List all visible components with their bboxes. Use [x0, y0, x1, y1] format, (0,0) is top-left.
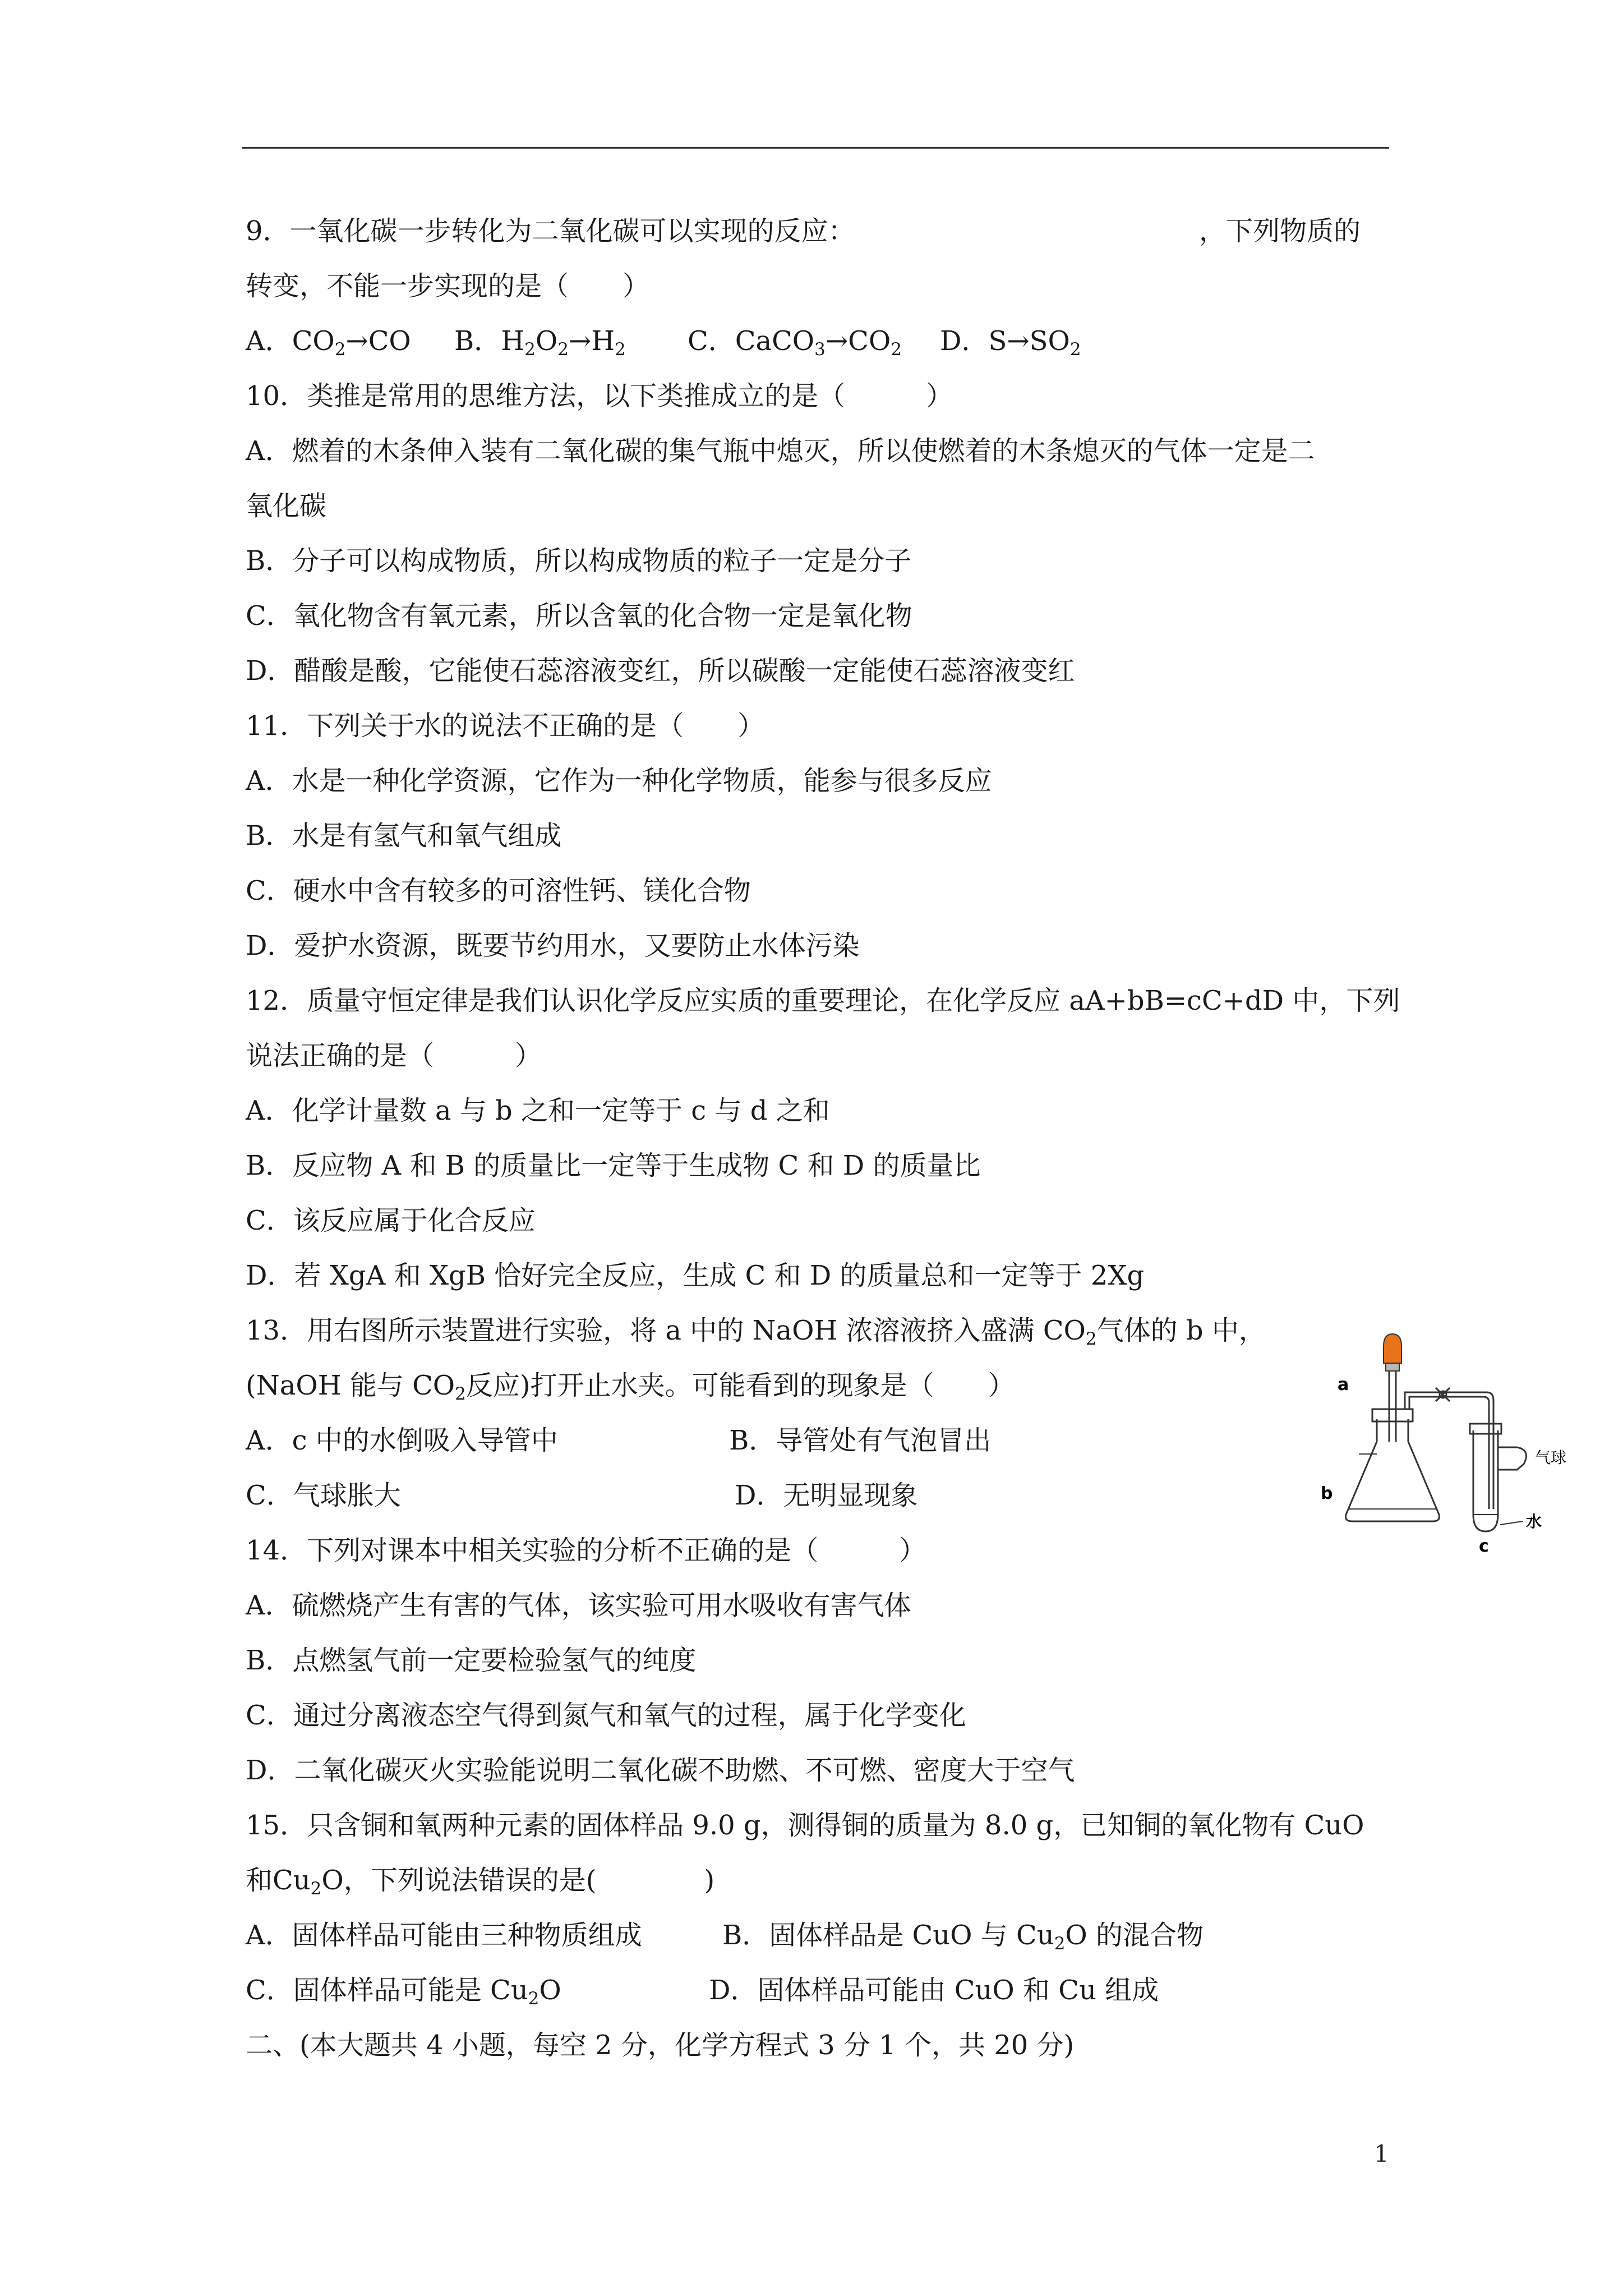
- q13-stem-line-1: 13．用右图所示装置进行实验，将 a 中的 NaOH 浓溶液挤入盛满 $CO_2$气体的 b 中，: [246, 1315, 1266, 1349]
- q12-option-d: D．若 XgA 和 XgB 恰好完全反应，生成 C 和 D 的质量总和一定等于 2Xg: [246, 1260, 1145, 1291]
- q9-stem-part-2: ，下列物质的: [1199, 215, 1361, 247]
- q10-option-d: D．醋酸是酸，它能使石蕊溶液变红，所以碳酸一定能使石蕊溶液变红: [246, 655, 1075, 687]
- label-water: 水: [1526, 1512, 1542, 1531]
- q13-option-b: B．导管处有气泡冒出: [729, 1425, 992, 1456]
- section-2-heading: 二、(本大题共 4 小题，每空 2 分，化学方程式 3 分 1 个，共 20 分): [246, 2030, 1075, 2061]
- q12-stem-line-1: 12．质量守恒定律是我们认识化学反应实质的重要理论，在化学反应 aA+bB=cC+dD 中，下列: [246, 985, 1400, 1016]
- q10-option-a-line-1: A．燃着的木条伸入装有二氧化碳的集气瓶中熄灭，所以使燃着的木条熄灭的气体一定是二: [246, 435, 1315, 467]
- q13-option-c: C．气球胀大: [246, 1480, 401, 1511]
- q14-option-a: A．硫燃烧产生有害的气体，该实验可用水吸收有害气体: [246, 1590, 911, 1621]
- q9-option-d: D．$S\to SO_2$: [940, 325, 1081, 360]
- q15-stem-line-2: 和$Cu_2O$，下列说法错误的是( ): [246, 1865, 715, 1899]
- q11-option-c: C．硬水中含有较多的可溶性钙、镁化合物: [246, 875, 751, 907]
- q10-stem: 10．类推是常用的思维方法，以下类推成立的是（ ）: [246, 380, 953, 412]
- q12-option-b: B．反应物 A 和 B 的质量比一定等于生成物 C 和 D 的质量比: [246, 1150, 981, 1181]
- q11-option-b: B．水是有氢气和氧气组成: [246, 820, 562, 852]
- q15-option-a: A．固体样品可能由三种物质组成: [246, 1920, 642, 1951]
- q15-option-b: B．固体样品是 CuO 与 $Cu_2O$ 的混合物: [722, 1920, 1204, 1954]
- q14-option-c: C．通过分离液态空气得到氮气和氧气的过程，属于化学变化: [246, 1700, 966, 1731]
- q12-stem-line-2: 说法正确的是（ ）: [246, 1040, 542, 1071]
- q11-option-d: D．爱护水资源，既要节约用水，又要防止水体污染: [246, 930, 860, 961]
- apparatus-diagram: [1315, 1329, 1579, 1554]
- q11-stem: 11．下列关于水的说法不正确的是（ ）: [246, 710, 765, 742]
- q9-option-c: C．$CaCO_3\to CO_2$: [688, 325, 902, 360]
- q15-option-c: C．固体样品可能是 $Cu_2O$: [246, 1975, 561, 2009]
- q10-option-c: C．氧化物含有氧元素，所以含氧的化合物一定是氧化物: [246, 600, 912, 632]
- q11-option-a: A．水是一种化学资源，它作为一种化学物质，能参与很多反应: [246, 765, 992, 797]
- q15-option-d: D．固体样品可能由 CuO 和 Cu 组成: [709, 1975, 1159, 2006]
- q9-stem-part-1: 9．一氧化碳一步转化为二氧化碳可以实现的反应：: [246, 215, 855, 247]
- q13-stem-line-2: (NaOH 能与 $CO_2$反应)打开止水夹。可能看到的现象是（ ）: [246, 1370, 1015, 1404]
- header-rule: [242, 147, 1389, 149]
- q10-option-b: B．分子可以构成物质，所以构成物质的粒子一定是分子: [246, 545, 912, 577]
- q9-option-b: B．$H_2O_2\to H_2$: [454, 325, 626, 360]
- label-b: b: [1321, 1484, 1333, 1503]
- q12-option-a: A．化学计量数 a 与 b 之和一定等于 c 与 d 之和: [246, 1095, 830, 1126]
- label-balloon: 气球: [1535, 1448, 1567, 1467]
- q9-option-a: A．$CO_2\to CO$: [246, 325, 411, 360]
- q12-option-c: C．该反应属于化合反应: [246, 1205, 536, 1236]
- q13-option-d: D．无明显现象: [735, 1480, 918, 1511]
- label-a: a: [1338, 1375, 1349, 1395]
- q10-option-a-line-2: 氧化碳: [246, 490, 327, 522]
- q15-stem-line-1: 15．只含铜和氧两种元素的固体样品 9.0 g，测得铜的质量为 8.0 g，已知铜的氧化物有 CuO: [246, 1810, 1364, 1841]
- q13-option-a: A．c 中的水倒吸入导管中: [246, 1425, 558, 1456]
- q14-option-b: B．点燃氢气前一定要检验氢气的纯度: [246, 1645, 697, 1676]
- q9-line-2: 转变，不能一步实现的是（ ）: [246, 270, 650, 302]
- page-number: 1: [1374, 2140, 1389, 2168]
- q14-option-d: D．二氧化碳灭火实验能说明二氧化碳不助燃、不可燃、密度大于空气: [246, 1755, 1075, 1786]
- label-c: c: [1479, 1536, 1489, 1554]
- q14-stem: 14．下列对课本中相关实验的分析不正确的是（ ）: [246, 1535, 926, 1566]
